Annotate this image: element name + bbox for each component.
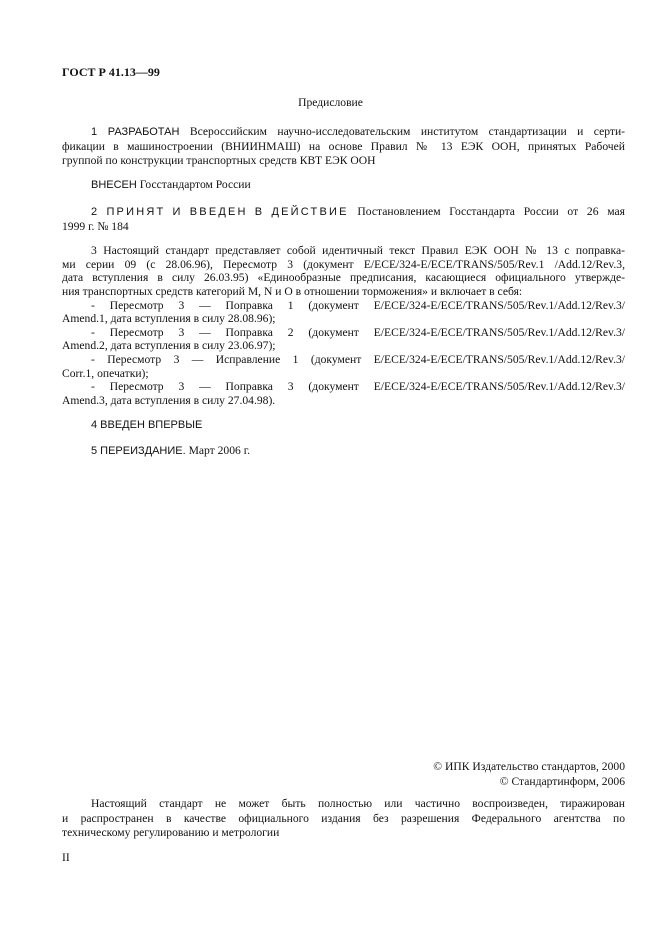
copyright-block: © ИПК Издательство стандартов, 2000 © Стандартинформ, 2006 [433,760,625,788]
lead-term: 2 ПРИНЯТ И ВВЕДЕН В ДЕЙСТВИЕ [91,206,349,218]
lead-term: ВНЕСЕН [91,179,137,191]
paragraph-first-introduced: 4 ВВЕДЕН ВПЕРВЫЕ [91,419,203,431]
list-item: - Пересмотр 3 — Поправка 3 (документ E/ECE/324-E/ECE/TRANS/505/Rev.1/Add.12/Rev.3/ [91,380,625,394]
list-item: - Пересмотр 3 — Поправка 2 (документ E/ECE/324-E/ECE/TRANS/505/Rev.1/Add.12/Rev.3/ [91,325,625,339]
paragraph-adopted: 2 ПРИНЯТ И ВВЕДЕН В ДЕЙСТВИЕ Постановлением Госстандарта России от 26 мая 1999 г. № 184 [62,205,625,233]
reproduction-notice: Настоящий стандарт не может быть полностью или частично воспроизведен, тиражирован и распространен в качестве официального издания без разрешения Федерального агентства по техническому регулированию и метрологии [62,797,625,840]
lead-term: 1 РАЗРАБОТАН [91,126,180,138]
list-item: - Пересмотр 3 — Исправление 1 (документ E/ECE/324-E/ECE/TRANS/505/Rev.1/Add.12/Rev.3/ [91,353,625,367]
section-title: Предисловие [298,96,363,109]
lead-term: 5 ПЕРЕИЗДАНИЕ. [91,445,186,457]
paragraph-introduced: ВНЕСЕН Госстандартом России [91,178,251,191]
paragraph-developed: 1 РАЗРАБОТАН Всероссийским научно-исследовательским институтом стандартизации и серти- фикации в машиностроении (ВНИИНМАШ) на основе Правил № 13 ЕЭК ООН, принятых Рабочей группой по конструкции транспортных средств КВТ ЕЭК ООН [62,125,626,168]
document-header: ГОСТ Р 41.13—99 [62,65,160,79]
paragraph-reissue: 5 ПЕРЕИЗДАНИЕ. Март 2006 г. [91,444,251,457]
list-item: - Пересмотр 3 — Поправка 1 (документ E/ECE/324-E/ECE/TRANS/505/Rev.1/Add.12/Rev.3/ [91,298,625,312]
page-number: II [62,851,70,864]
paragraph-standard-description: 3 Настоящий стандарт представляет собой идентичный текст Правил ЕЭК ООН № 13 с поправка- ми серии 09 (с 28.06.96), Пересмотр 3 (документ E/ECE/324-E/ECE/TRANS/505/Rev.1 /Add.12/Rev.3, дата вступления в силу 26.03.95) «Единообразные предписания, касающиеся официального утвержде- ния транспортных средств категорий М, N и О в отношении торможения» и включает в себя: - Пересмотр 3 — Поправка 1 (документ E/ECE/324-E/ECE/TRANS/505/Rev.1/Add.12/Rev.3/ Amend.1, дата вступления в силу 28.08.96); - Пересмотр 3 — Поправка 2 (документ E/ECE/324-E/ECE/TRANS/505/Rev.1/Add.12/Rev.3/ Amend.2, дата вступления в силу 23.06.97); - Пересмотр 3 — Исправление 1 (документ E/ECE/324-E/ECE/TRANS/505/Rev.1/Add.12/Rev.3/ Corr.1, опечатки); - Пересмотр 3 — Поправка 3 (документ E/ECE/324-E/ECE/TRANS/505/Rev.1/Add.12/Rev.3/ Amend.3, дата вступления в силу 27.04.98). [62,244,625,408]
